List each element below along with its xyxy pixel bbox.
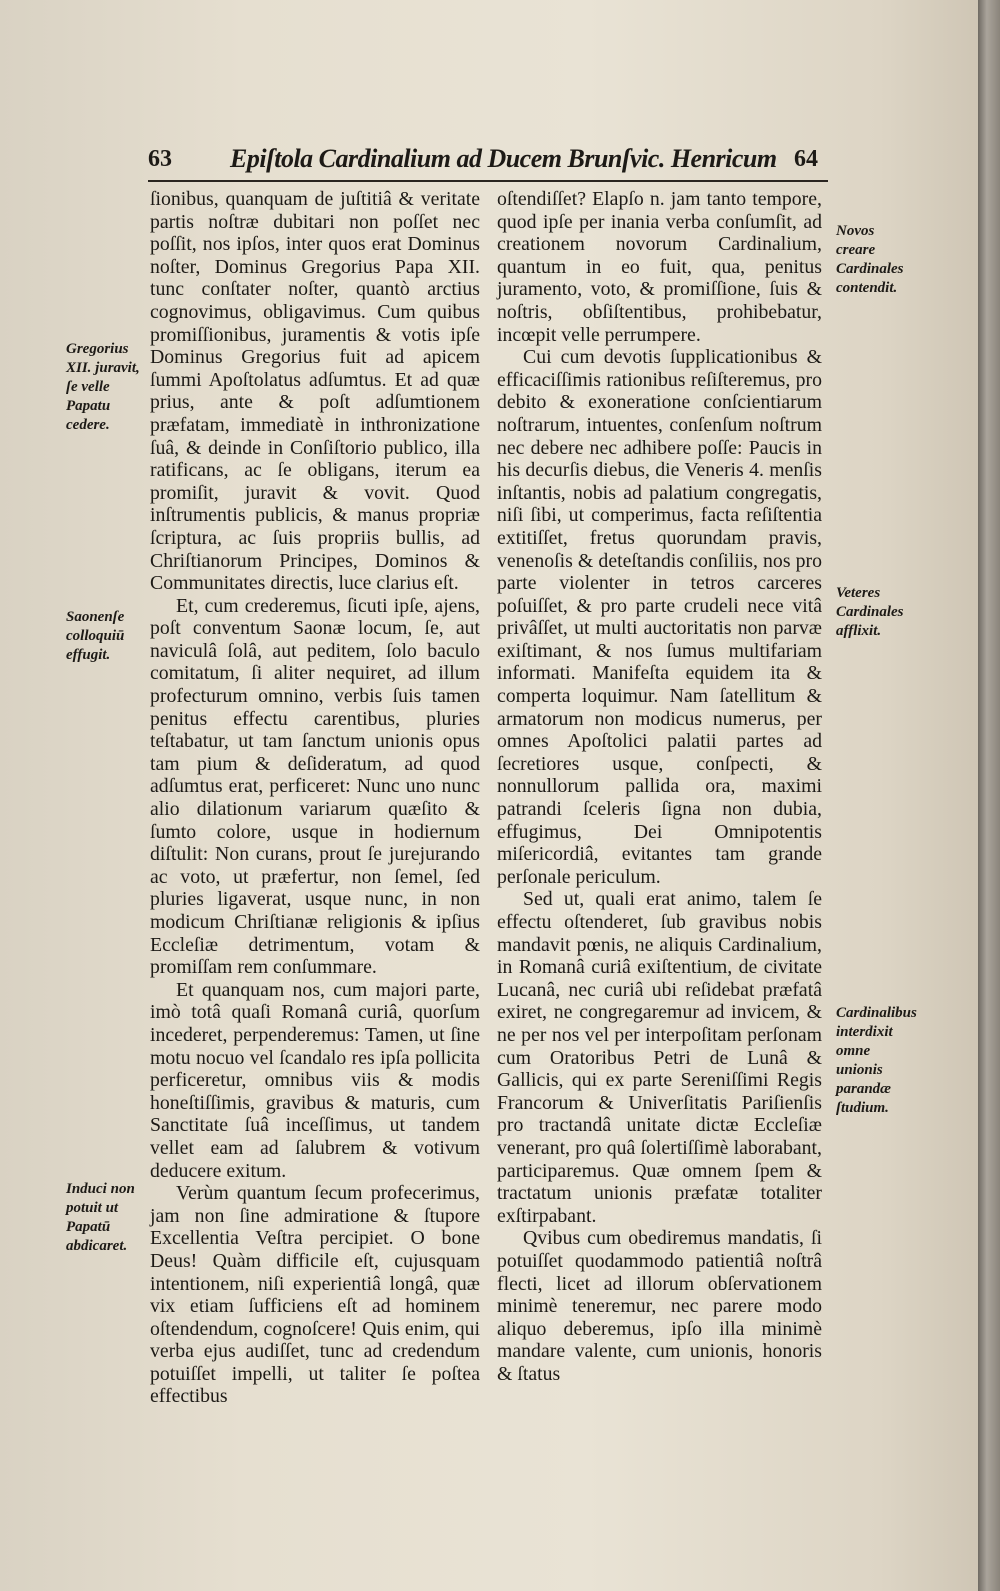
running-head: Epiſtola Cardinalium ad Ducem Brunſvic. Henricum bbox=[230, 144, 777, 173]
left-column bbox=[150, 188, 480, 1408]
header-rule bbox=[148, 180, 828, 182]
right-paragraph-3: Sed ut, quali erat animo, talem ſe effectu oſtenderet, ſub gravibus nobis mandavit pœnis, ne aliquis Cardinalium, in Romanâ curiâ exiſtentium, de civitate Lucanâ, nec curiâ ubi reſidebat præfatâ exiret, ne congregaremur ad invicem, & ne per nos vel per interpoſitam perſonam cum Oratoribus Petri de Lunâ & Gallicis, qui ex parte Sereniſſimi Regis Francorum & Univerſitatis Pariſienſis pro tractandâ unitate dictæ Eccleſiæ venerant, pro quâ ſolertiſſimè laborabant, participaremus. Quæ omnem ſpem & tractatum unionis præfatæ totaliter exſtirpabant. bbox=[497, 888, 822, 1227]
margin-note-induci: Induci non potuit ut Papatū abdicaret. bbox=[66, 1181, 135, 1254]
left-paragraph-4: Verùm quantum ſecum profecerimus, jam non ſine admiratione & ſtupore Excellentia Veſtra percipiet. O bone Deus! Quàm difficile eſt, cujusquam intentionem, niſi experientiâ longâ, quæ vix etiam ſufficiens eſt ad hominem oſtendendum, cognoſcere! Quis enim, qui verba ejus audiſſet, tunc ad credendum potuiſſet impelli, ut taliter ſe poſtea effectibus bbox=[150, 1182, 480, 1408]
page-number-right: 64 bbox=[794, 146, 818, 172]
page-edge bbox=[978, 0, 1000, 1591]
right-paragraph-4: Qvibus cum obediremus mandatis, ſi potuiſſet quodammodo patientiâ noſtrâ flecti, licet ad illorum obſervationem minimè teneremur, nec parere modo aliquo deberemus, ipſo illa minimè mandare valente, cum unionis, honoris & ſtatus bbox=[497, 1227, 822, 1385]
left-paragraph-2: Et, cum crederemus, ſicuti ipſe, ajens, poſt conventum Saonæ locum, ſe, aut naviculâ ſolâ, aut peditem, ſolo baculo comitatum, ſi aliter nequiret, ad illum profecturum omnino, verbis ſuis tamen penitus effectu carentibus, pluries teſtabatur, ut tam ſanctum unionis opus tam pium & deſideratum, ad quod adſumtus erat, perficeret: Nunc uno nunc alio dilationum variarum quæſito & ſumto colore, usque in hodiernum diſtulit: Non curans, prout ſe jurejurando ac voto, ut præfertur, non ſemel, ſed pluries ligaverat, usque nunc, in non modicum Chriſtianæ religionis & ipſius Eccleſiæ detrimentum, votam & promiſſam rem conſummare. bbox=[150, 594, 480, 979]
margin-note-cardinalibus: Cardinalibus interdixit omne unionis parandæ ſtudium. bbox=[836, 1005, 917, 1116]
margin-note-veteres: Veteres Cardinales afflixit. bbox=[836, 585, 904, 639]
margin-note-saonense: Saonenſe colloquiū effugit. bbox=[66, 609, 125, 663]
left-paragraph-1: ſionibus, quanquam de juſtitiâ & veritate partis noſtræ dubitari non poſſet nec poſſit, nos ipſos, inter quos erat Dominus noſter, Dominus Gregorius Papa XII. tunc conſtater noſter, quantò arctius cognovimus, obligavimus. Cum quibus promiſſionibus, juramentis & votis ipſe Dominus Gregorius fuit ad apicem ſummi Apoſtolatus adſumtus. Et ad quæ prius, ante & poſt adſumtionem præfatam, immediatè in inthronizatione ſuâ, & deinde in Conſiſtorio publico, illa ratificans, ac ſe obligans, iterum ea promiſit, juravit & vovit. Quod inſtrumentis publicis, & manus propriæ ſcriptura, ac ſuis propriis bullis, ad Chriſtianorum Principes, Dominos & Communitates directis, luce clarius eſt. bbox=[150, 188, 480, 595]
page-header bbox=[140, 142, 840, 182]
margin-note-gregorius: Gregorius XII. juravit, ſe velle Papatu cedere. bbox=[66, 341, 140, 433]
right-paragraph-1: oſtendiſſet? Elapſo n. jam tanto tempore, quod ipſe per inania verba conſumſit, ad creationem novorum Cardinalium, quantum in eo fuit, qua, penitus juramento, voto, & promiſſione, ſuis & noſtris, obſiſtentibus, prohibebatur, incœpit velle perrumpere. bbox=[497, 188, 822, 346]
right-paragraph-2: Cui cum devotis ſupplicationibus & efficaciſſimis rationibus reſiſteremus, pro debito & exoneratione conſcientiarum noſtrarum, intuentes, conſenſum noſtrum nec debere nec adhibere poſſe: Paucis in his decurſis diebus, die Veneris 4. menſis inſtantis, nobis ad palatium congregatis, niſi ſibi, ut comperimus, facta reſiſtentia extitiſſet, fretus quorundam pravis, venenoſis & deteſtandis conſiliis, nos pro parte violenter in tetros carceres poſuiſſet, & pro parte crudeli nece vitâ privâſſet, ut multi auctoritatis non parvæ exiſtimant, & nos ſumus multifariam informati. Manifeſta equidem ita & comperta loquimur. Nam ſatellitum & armatorum non modicus numerus, per omnes Apoſtolici palatii partes ad ſecretiores usque, conſpecti, & nonnullorum pallida ora, maximi patrandi ſceleris ſigna non dubia, effugimus, Dei Omnipotentis miſericordiâ, evitantes tam grande perſonale periculum. bbox=[497, 346, 822, 888]
margin-note-novos: Novos creare Cardinales contendit. bbox=[836, 223, 904, 296]
right-column bbox=[497, 188, 822, 1385]
page-number-left: 63 bbox=[148, 146, 172, 172]
left-paragraph-3: Et quanquam nos, cum majori parte, imò totâ quaſi Romanâ curiâ, quorſum incederet, perpenderemus: Tamen, ut ſine motu nocuo vel ſcandalo res ipſa pollicita perficeretur, omnibus viis & modis honeſtiſſimis, gravibus & maturis, cum Sanctitate ſuâ inceſſimus, ut tandem vellet eam ad ſalubrem & votivum deducere exitum. bbox=[150, 978, 480, 1182]
